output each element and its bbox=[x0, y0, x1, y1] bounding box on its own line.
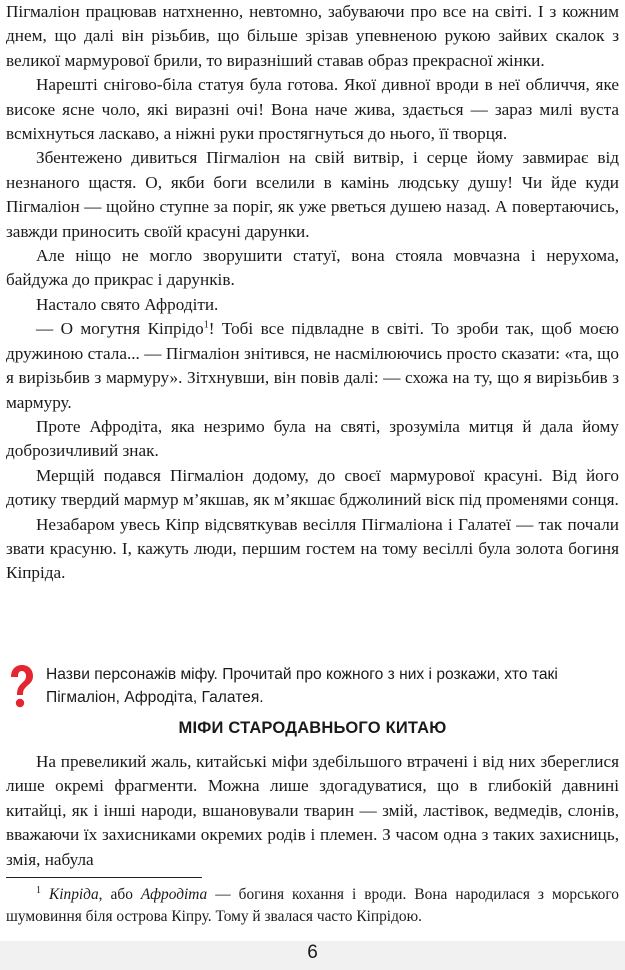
footnote-term: Кіпріда bbox=[49, 886, 99, 903]
task-block bbox=[6, 663, 619, 709]
footnote-divider bbox=[6, 877, 202, 878]
paragraph-text: ! Тобі все підвладне в світі. То зроби так, щоб моєю дружиною стала... — Пігмаліон знітився, не насмілюючись просто сказати: «та, що я вирізьбив з мармуру». Зітхнувши, він повів далі: — схожа на ту, що я вирізьбив з мармуру. bbox=[6, 319, 619, 412]
paragraph: Але ніщо не могло зворушити статуї, вона стояла мовчазна і нерухома, байдужа до прикрас і дарунків. bbox=[6, 246, 619, 290]
footnote-text: , або bbox=[98, 886, 141, 903]
paragraph: Незабаром увесь Кіпр відсвяткував весілля Пігмаліона і Галатеї — так почали звати красуню. І, кажуть люди, першим гостем на тому весіллі була золота богиня Кіпріда. bbox=[6, 514, 619, 583]
footnote-term: Афродіта bbox=[140, 886, 208, 903]
section-text bbox=[6, 750, 619, 872]
paragraph: Збентежено дивиться Пігмаліон на свій витвір, і серце йому завмирає від незнаного щастя. О, якби боги вселили в камінь людську душу! Чи йде куди Пігмаліон — щойно ступне за поріг, як уже рветься душею назад. А повертаючись, завжди приносить своїй красуні дарунки. bbox=[6, 148, 619, 241]
paragraph: На превеликий жаль, китайські міфи здебільшого втрачені і від них збереглися лише окремі фрагменти. Можна лише здогадуватися, що в глибокій давнині китайці, як і інші народи, вшановували тварин — змій, ластівок, ведмедів, слонів, вважаючи їх захисниками окремих родів і племен. З часом одна з таких захисниць, змія, набула bbox=[6, 752, 619, 869]
paragraph: Мерщій подався Пігмаліон додому, до своєї мармурової красуні. Від його дотику твердий мармур м’якшав, як м’якшає бджолиний віск під променями сонця. bbox=[6, 465, 619, 510]
paragraph: Проте Афродіта, яка незримо була на святі, зрозуміла митця й дала йому доброзичливий знак. bbox=[6, 416, 619, 461]
footnote-number: 1 bbox=[36, 884, 41, 896]
task-text: Назви персонажів міфу. Прочитай про кожного з них і розкажи, хто такі Пігмаліон, Афродіта, Галатея. bbox=[46, 666, 558, 706]
footnote-reference: 1 bbox=[203, 319, 209, 331]
page-number: 6 bbox=[307, 942, 318, 963]
section-title: МІФИ СТАРОДАВНЬОГО КИТАЮ bbox=[178, 719, 447, 737]
paragraph-text: — О могутня Кіпрідо bbox=[36, 319, 204, 339]
paragraph bbox=[6, 317, 619, 415]
textbook-page bbox=[6, 0, 619, 925]
question-mark-icon bbox=[6, 663, 46, 709]
story-text bbox=[6, 0, 619, 586]
footnote bbox=[6, 884, 619, 928]
paragraph: Настало свято Афродіти. bbox=[36, 294, 219, 314]
footnote-text: — богиня кохання і вроди. Вона народилася з морського шумовиння біля острова Кіпру. Тому й звалася часто Кіпрідою. bbox=[6, 886, 619, 925]
paragraph: Нарешті снігово-біла статуя була готова. Якої дивної вроди в неї обличчя, яке високе ясне чоло, які виразні очі! Вона наче жива, здається — зараз милі вуста всміхнуться ласкаво, а ніжні руки простягнуться до нього, її творця. bbox=[6, 75, 619, 144]
paragraph: Пігмаліон працював натхненно, невтомно, забуваючи про все на світі. І з кожним днем, що далі він різьбив, що більше зрізав упевненою рукою зайвих скалок з великої мармурової брили, то виразніший ставав образ прекрасної жінки. bbox=[6, 2, 619, 70]
